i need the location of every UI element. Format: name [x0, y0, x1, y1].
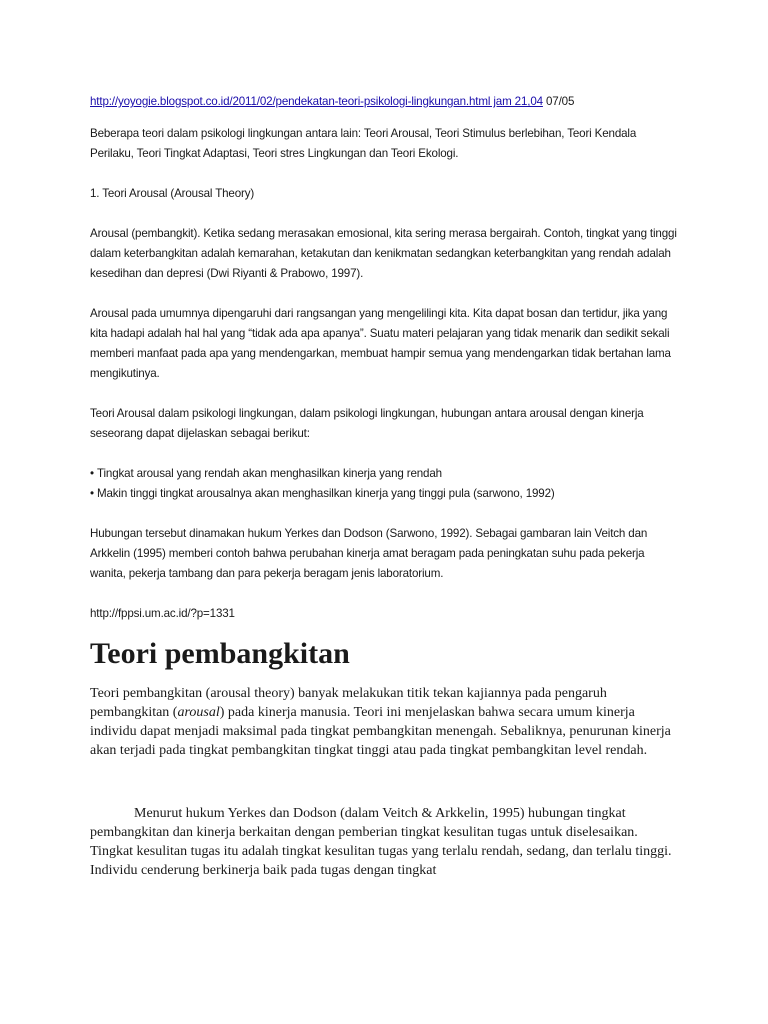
intro-paragraph: Beberapa teori dalam psikologi lingkungan antara lain: Teori Arousal, Teori Stimulus berlebihan, Teori Kendala Perilaku, Teori Tingkat Adaptasi, Teori stres Lingkungan dan Teori Ekologi. [90, 127, 637, 160]
text-segment: Teori pembangkitan (arousal theory) banyak melakukan titik tekan kajiannya pada pengaruh pembangkitan ( [90, 686, 607, 720]
italic-term: arousal [177, 705, 220, 720]
list-item: • Tingkat arousal yang rendah akan menghasilkan kinerja yang rendah [90, 464, 680, 484]
paragraph-arousal-environment: Teori Arousal dalam psikologi lingkungan, dalam psikologi lingkungan, hubungan antara arousal dengan kinerja seseorang dapat dijelaskan sebagai berikut: [90, 407, 644, 440]
document-page [90, 92, 680, 880]
source-url-2: http://fppsi.um.ac.id/?p=1331 [90, 607, 235, 620]
paragraph-arousal-definition: Arousal (pembangkit). Ketika sedang merasakan emosional, kita sering merasa bergairah. Contoh, tingkat yang tinggi dalam keterbangkitan adalah kemarahan, ketakutan dan kenikmatan sedangkan keterbangkitan yang rendah adalah kesedihan dan depresi (Dwi Riyanti & Prabowo, 1997). [90, 227, 677, 280]
section-heading: 1. Teori Arousal (Arousal Theory) [90, 187, 255, 200]
source-link[interactable]: http://yoyogie.blogspot.co.id/2011/02/pendekatan-teori-psikologi-lingkungan.html jam 21,04 [90, 95, 543, 108]
paragraph-yerkes-dodson-serif: Menurut hukum Yerkes dan Dodson (dalam Veitch & Arkkelin, 1995) hubungan tingkat pembangkitan dan kinerja berkaitan dengan pemberian tingkat kesulitan tugas untuk diselesaikan. Tingkat kesulitan tugas itu adalah tingkat kesulitan tugas yang terlalu rendah, sedang, dan terlalu tinggi. Individu cenderung berkinerja baik pada tugas dengan tingkat [90, 806, 672, 878]
source-date: 07/05 [542, 95, 575, 108]
bullet-list [90, 464, 680, 504]
source-line [90, 92, 680, 112]
paragraph-arousal-stimulus: Arousal pada umumnya dipengaruhi dari rangsangan yang mengelilingi kita. Kita dapat bosan dan tertidur, jika yang kita hadapi adalah hal hal yang “tidak ada apa apanya”. Suatu materi pelajaran yang tidak menarik dan sedikit sekali memberi manfaat pada apa yang mendengarkan, membuat hampir semua yang mendengarkan tidak bertahan lama mengikutinya. [90, 307, 671, 380]
list-item: • Makin tinggi tingkat arousalnya akan menghasilkan kinerja yang tinggi pula (sarwono, 1992) [90, 484, 680, 504]
page-title: Teori pembangkitan [90, 637, 350, 670]
text-segment: ) pada kinerja manusia. Teori ini menjelaskan bahwa secara umum kinerja individu dapat menjadi maksimal pada tingkat pembangkitan menengah. Sebaliknya, penurunan kinerja akan terjadi pada tingkat pembangkitan tingkat tinggi atau pada tingkat pembangkitan level rendah. [90, 705, 671, 758]
paragraph-pembangkitan [90, 684, 680, 760]
paragraph-yerkes-dodson: Hubungan tersebut dinamakan hukum Yerkes dan Dodson (Sarwono, 1992). Sebagai gambaran lain Veitch dan Arkkelin (1995) memberi contoh bahwa perubahan kinerja amat beragam pada peningkatan suhu pada pekerja wanita, pekerja tambang dan para pekerja beragam jenis laboratorium. [90, 527, 648, 580]
